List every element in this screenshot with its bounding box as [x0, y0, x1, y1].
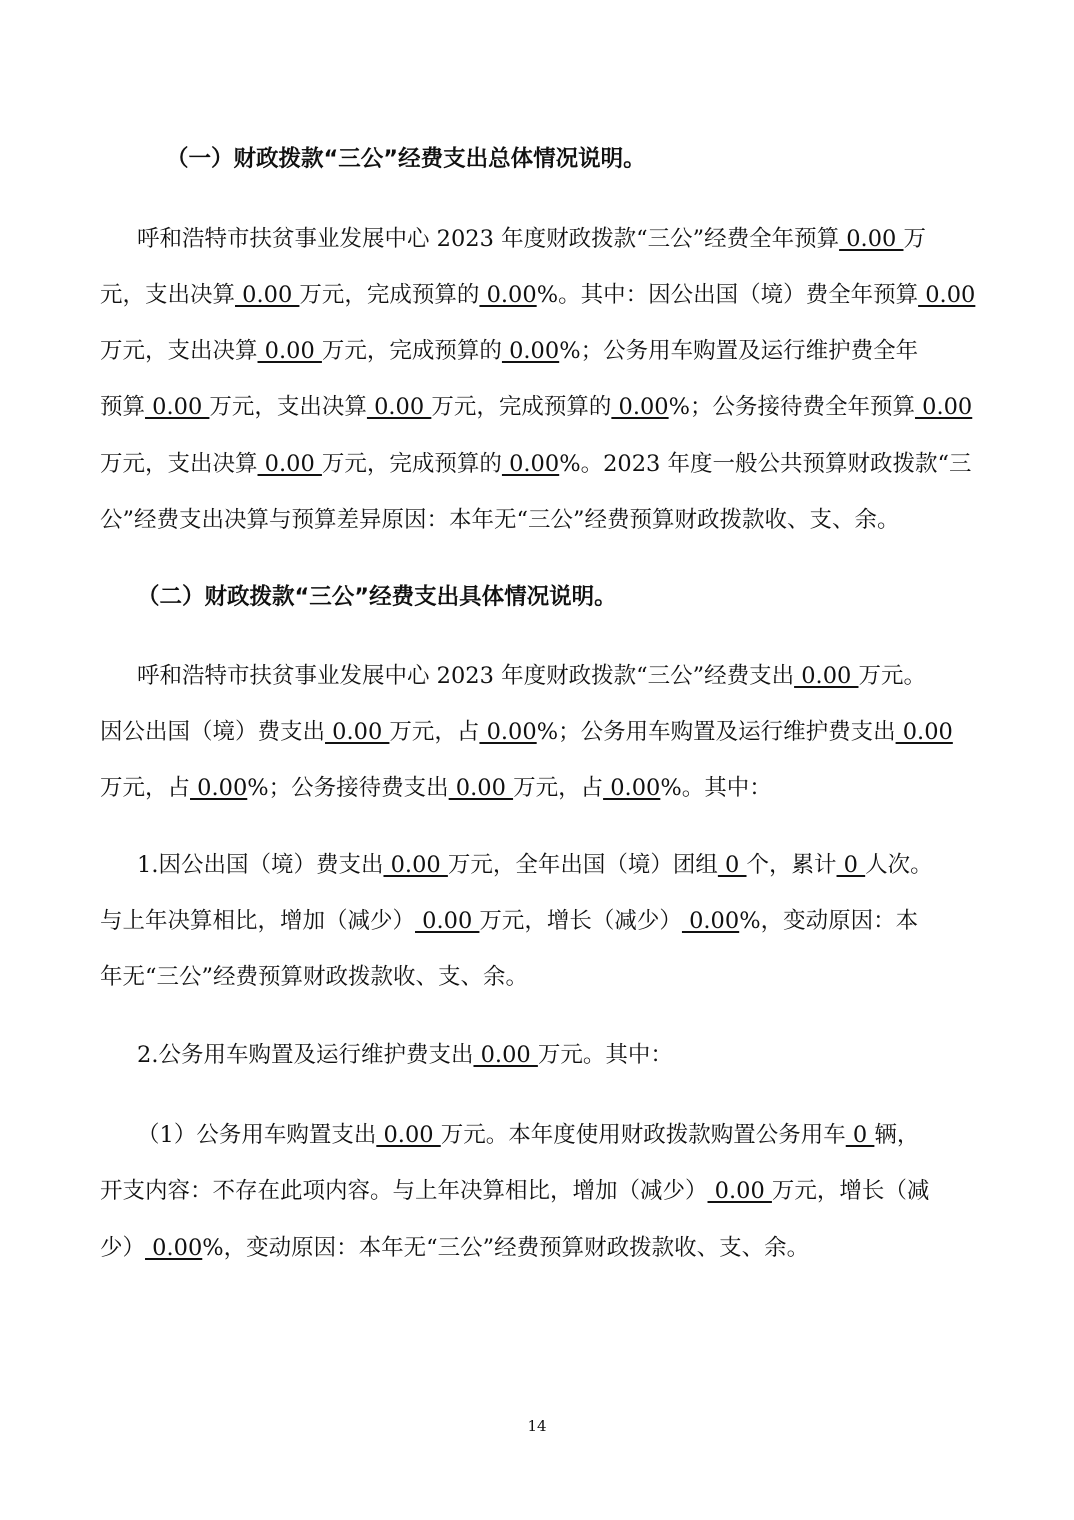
abroad-rate-value: 0.00	[501, 338, 560, 364]
text: 元，支出决算	[100, 282, 236, 308]
overall-line-6: 公”经费支出决算与预算差异原因：本年无“三公”经费预算财政拨款收、支、余。	[100, 507, 900, 533]
text: 万	[903, 226, 926, 252]
text: 2.公务用车购置及运行维护费支出	[137, 1042, 474, 1068]
car-spent-value: 0.00	[366, 394, 432, 420]
text: 万元，完成预算的	[321, 338, 502, 364]
text: 呼和浩特市扶贫事业发展中心 2023 年度财政拨款“三公”经费支出	[137, 663, 795, 689]
text: 万元，占	[100, 775, 191, 801]
overall-line-2	[100, 280, 976, 310]
text: 万元，支出决算	[100, 338, 258, 364]
item1-change-value: 0.00	[415, 908, 480, 934]
item2-1-change-value: 0.00	[707, 1178, 772, 1204]
total-rate-value: 0.00	[479, 282, 537, 308]
item1-line-3: 年无“三公”经费预算财政拨款收、支、余。	[100, 964, 529, 990]
detail-abroad-value: 0.00	[325, 719, 390, 745]
text: %；公务用车购置及运行维护费全年	[559, 338, 919, 364]
text: 辆，	[874, 1122, 920, 1148]
text: 万元，支出决算	[209, 394, 367, 420]
detail-car-value: 0.00	[895, 719, 953, 745]
page-number: 14	[527, 1417, 547, 1435]
text: 万元，支出决算	[100, 451, 258, 477]
text: 少）	[100, 1235, 146, 1261]
text: %，变动原因：本	[739, 908, 919, 934]
text: 呼和浩特市扶贫事业发展中心 2023 年度财政拨款“三公”经费全年预算	[137, 226, 840, 252]
overall-line-5	[100, 449, 976, 479]
text: 1.因公出国（境）费支出	[137, 852, 384, 878]
detail-reception-pct: 0.00	[603, 775, 661, 801]
text: 开支内容：不存在此项内容。与上年决算相比，增加（减少）	[100, 1178, 708, 1204]
reception-rate-value: 0.00	[501, 451, 560, 477]
detail-abroad-pct: 0.00	[479, 719, 537, 745]
text: 与上年决算相比，增加（减少）	[100, 908, 416, 934]
abroad-budget-value: 0.00	[918, 282, 976, 308]
text: %。其中：因公出国（境）费全年预算	[536, 282, 919, 308]
total-budget-value: 0.00	[839, 226, 904, 252]
item2-1-amount-value: 0.00	[376, 1122, 441, 1148]
text: 万元，占	[389, 719, 480, 745]
text: 万元，占	[513, 775, 604, 801]
text: %。2023 年度一般公共预算财政拨款“三	[559, 451, 972, 477]
item1-line-1	[137, 850, 976, 880]
heading-detail: （二）财政拨款“三公”经费支出具体情况说明。	[137, 584, 617, 610]
item2-1-vehicles-value: 0	[845, 1122, 875, 1148]
item1-amount-value: 0.00	[383, 852, 448, 878]
text: 万元，全年出国（境）团组	[447, 852, 718, 878]
car-budget-value: 0.00	[145, 394, 210, 420]
item2-amount-value: 0.00	[473, 1042, 538, 1068]
item2-1-line-1	[137, 1120, 976, 1150]
overall-line-3	[100, 336, 976, 366]
heading-overall: （一）财政拨款“三公”经费支出总体情况说明。	[166, 146, 646, 172]
text: 万元。	[858, 663, 926, 689]
text: %；公务接待费全年预算	[668, 394, 915, 420]
text: 万元。其中：	[537, 1042, 673, 1068]
reception-spent-value: 0.00	[257, 451, 322, 477]
item1-persons-value: 0	[836, 852, 866, 878]
detail-line-3	[100, 773, 976, 803]
text: 万元，增长（减少）	[479, 908, 682, 934]
text: %；公务接待费支出	[247, 775, 449, 801]
item2-1-line-3	[100, 1233, 976, 1263]
text: 万元，增长（减	[771, 1178, 930, 1204]
text: 万元，完成预算的	[431, 394, 612, 420]
overall-line-1	[137, 224, 976, 254]
text: 个，累计	[746, 852, 837, 878]
detail-total-value: 0.00	[794, 663, 859, 689]
item1-line-2	[100, 906, 976, 936]
item2-1-line-2	[100, 1176, 976, 1206]
item1-change-pct: 0.00	[681, 908, 740, 934]
overall-line-4	[100, 392, 976, 422]
item1-groups-value: 0	[717, 852, 747, 878]
reception-budget-value: 0.00	[915, 394, 973, 420]
text: 因公出国（境）费支出	[100, 719, 326, 745]
abroad-spent-value: 0.00	[257, 338, 322, 364]
text: 万元。本年度使用财政拨款购置公务用车	[440, 1122, 846, 1148]
car-rate-value: 0.00	[611, 394, 669, 420]
detail-reception-value: 0.00	[448, 775, 514, 801]
item2-line-1	[137, 1040, 976, 1070]
text: %，变动原因：本年无“三公”经费预算财政拨款收、支、余。	[202, 1235, 810, 1261]
total-spent-value: 0.00	[235, 282, 300, 308]
text: 万元，完成预算的	[299, 282, 480, 308]
text: %；公务用车购置及运行维护费支出	[536, 719, 896, 745]
text: 人次。	[865, 852, 933, 878]
text: 万元，完成预算的	[321, 451, 502, 477]
detail-line-1	[137, 661, 976, 691]
detail-line-2	[100, 717, 976, 747]
text: （1）公务用车购置支出	[137, 1122, 377, 1148]
item2-1-change-pct: 0.00	[145, 1235, 203, 1261]
text: 预算	[100, 394, 146, 420]
text: %。其中：	[660, 775, 772, 801]
detail-car-pct: 0.00	[190, 775, 248, 801]
